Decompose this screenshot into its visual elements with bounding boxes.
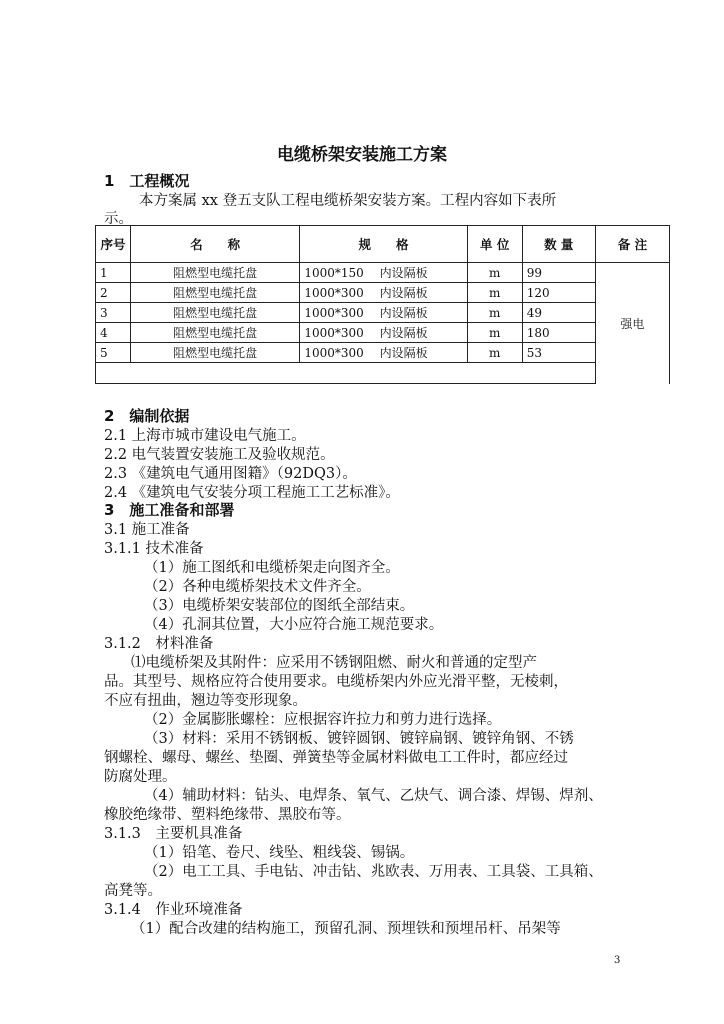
- row-spec: 1000*300 内设隔板: [300, 343, 467, 363]
- basis-item: 2.1 上海市城市建设电气施工。: [104, 428, 306, 444]
- body-line: 3.1.2 材料准备: [104, 636, 214, 652]
- empty-cell: [96, 363, 596, 384]
- body-line: 3.1.4 作业环境准备: [104, 902, 243, 918]
- row-spec: 1000*300 内设隔板: [300, 303, 467, 323]
- row-unit: m: [467, 283, 522, 303]
- project-table: [95, 225, 670, 384]
- body-line: （3）材料：采用不锈钢板、镀锌圆钢、镀锌扁钢、镀锌角钢、不锈: [144, 731, 574, 747]
- header-cell: 规 格: [300, 226, 467, 263]
- row-unit: m: [467, 303, 522, 323]
- table-row: [96, 323, 670, 343]
- body-line: 钢螺栓、螺母、螺丝、垫圈、弹簧垫等金属材料做电工工件时，都应经过: [104, 750, 568, 766]
- section-3-heading: 3 施工准备和部署: [104, 501, 235, 519]
- row-spec: 1000*300 内设隔板: [300, 283, 467, 303]
- body-line: （1）施工图纸和电缆桥架走向图齐全。: [144, 560, 400, 576]
- header-cell: 名 称: [131, 226, 300, 263]
- row-qty: 99: [522, 263, 595, 283]
- body-line: 橡胶绝缘带、塑料绝缘带、黑胶布等。: [104, 807, 351, 823]
- basis-item: 2.4 《建筑电气安装分项工程施工工艺标准》。: [104, 485, 400, 501]
- row-number: 2: [96, 283, 131, 303]
- body-line: 防腐处理。: [104, 769, 177, 785]
- row-qty: 120: [522, 283, 595, 303]
- body-line: （2）电工工具、手电钻、冲击钻、兆欧表、万用表、工具袋、工具箱、: [144, 864, 603, 880]
- body-line: （3）电缆桥架安装部位的图纸全部结束。: [144, 598, 415, 614]
- row-number: 5: [96, 343, 131, 363]
- header-cell: 数 量: [522, 226, 595, 263]
- page-title: 电缆桥架安装施工方案: [277, 145, 447, 165]
- row-number: 1: [96, 263, 131, 283]
- body-line: 3.1.3 主要机具准备: [104, 826, 243, 842]
- body-line: （1）配合改建的结构施工，预留孔洞、预埋铁和预埋吊杆、吊架等: [131, 921, 561, 937]
- table-row: [96, 263, 670, 283]
- table-header-row: [96, 226, 670, 263]
- body-line: （2）各种电缆桥架技术文件齐全。: [144, 579, 371, 595]
- section-1-intro-cont: 示。: [104, 211, 133, 227]
- header-cell: 序号: [96, 226, 131, 263]
- row-unit: m: [467, 323, 522, 343]
- body-line: （4）辅助材料：钻头、电焊条、氧气、乙炔气、调合漆、焊锡、焊剂、: [144, 788, 603, 804]
- body-line: （2）金属膨胀螺栓：应根据容许拉力和剪力进行选择。: [144, 712, 502, 728]
- basis-item: 2.3 《建筑电气通用图籍》（92DQ3）。: [104, 466, 357, 482]
- body-line: 不应有扭曲，翘边等变形现象。: [104, 693, 307, 709]
- body-line: 3.1.1 技术准备: [104, 541, 204, 557]
- header-cell: 备 注: [595, 226, 669, 263]
- section-1-heading: 1 工程概况: [104, 172, 190, 190]
- basis-item: 2.2 电气装置安装施工及验收规范。: [104, 447, 335, 463]
- row-name: 阻燃型电缆托盘: [131, 343, 300, 363]
- page-number: 3: [614, 955, 621, 966]
- row-remark: 强电: [595, 263, 669, 384]
- row-name: 阻燃型电缆托盘: [131, 283, 300, 303]
- row-name: 阻燃型电缆托盘: [131, 263, 300, 283]
- row-name: 阻燃型电缆托盘: [131, 323, 300, 343]
- body-line: 3.1 施工准备: [104, 522, 190, 538]
- row-spec: 1000*150 内设隔板: [300, 263, 467, 283]
- row-unit: m: [467, 263, 522, 283]
- row-qty: 53: [522, 343, 595, 363]
- row-qty: 180: [522, 323, 595, 343]
- section-1-intro: 本方案属 xx 登五支队工程电缆桥架安装方案。工程内容如下表所: [139, 193, 557, 209]
- table-row: [96, 303, 670, 323]
- table-row-empty: [96, 363, 670, 384]
- body-line: （1）铅笔、卷尺、线坠、粗线袋、锡锅。: [144, 845, 415, 861]
- row-qty: 49: [522, 303, 595, 323]
- row-number: 3: [96, 303, 131, 323]
- header-cell: 单 位: [467, 226, 522, 263]
- row-unit: m: [467, 343, 522, 363]
- body-line: 品。其型号、规格应符合使用要求。电缆桥架内外应光滑平整，无棱刺，: [104, 674, 568, 690]
- body-line: 高凳等。: [104, 883, 162, 899]
- table-row: [96, 283, 670, 303]
- section-2-heading: 2 编制依据: [104, 407, 190, 425]
- row-name: 阻燃型电缆托盘: [131, 303, 300, 323]
- body-line: （4）孔洞其位置，大小应符合施工规范要求。: [144, 617, 444, 633]
- row-number: 4: [96, 323, 131, 343]
- body-line: ⑴电缆桥架及其附件：应采用不锈钢阻燃、耐火和普通的定型产: [131, 655, 537, 671]
- table-row: [96, 343, 670, 363]
- row-spec: 1000*300 内设隔板: [300, 323, 467, 343]
